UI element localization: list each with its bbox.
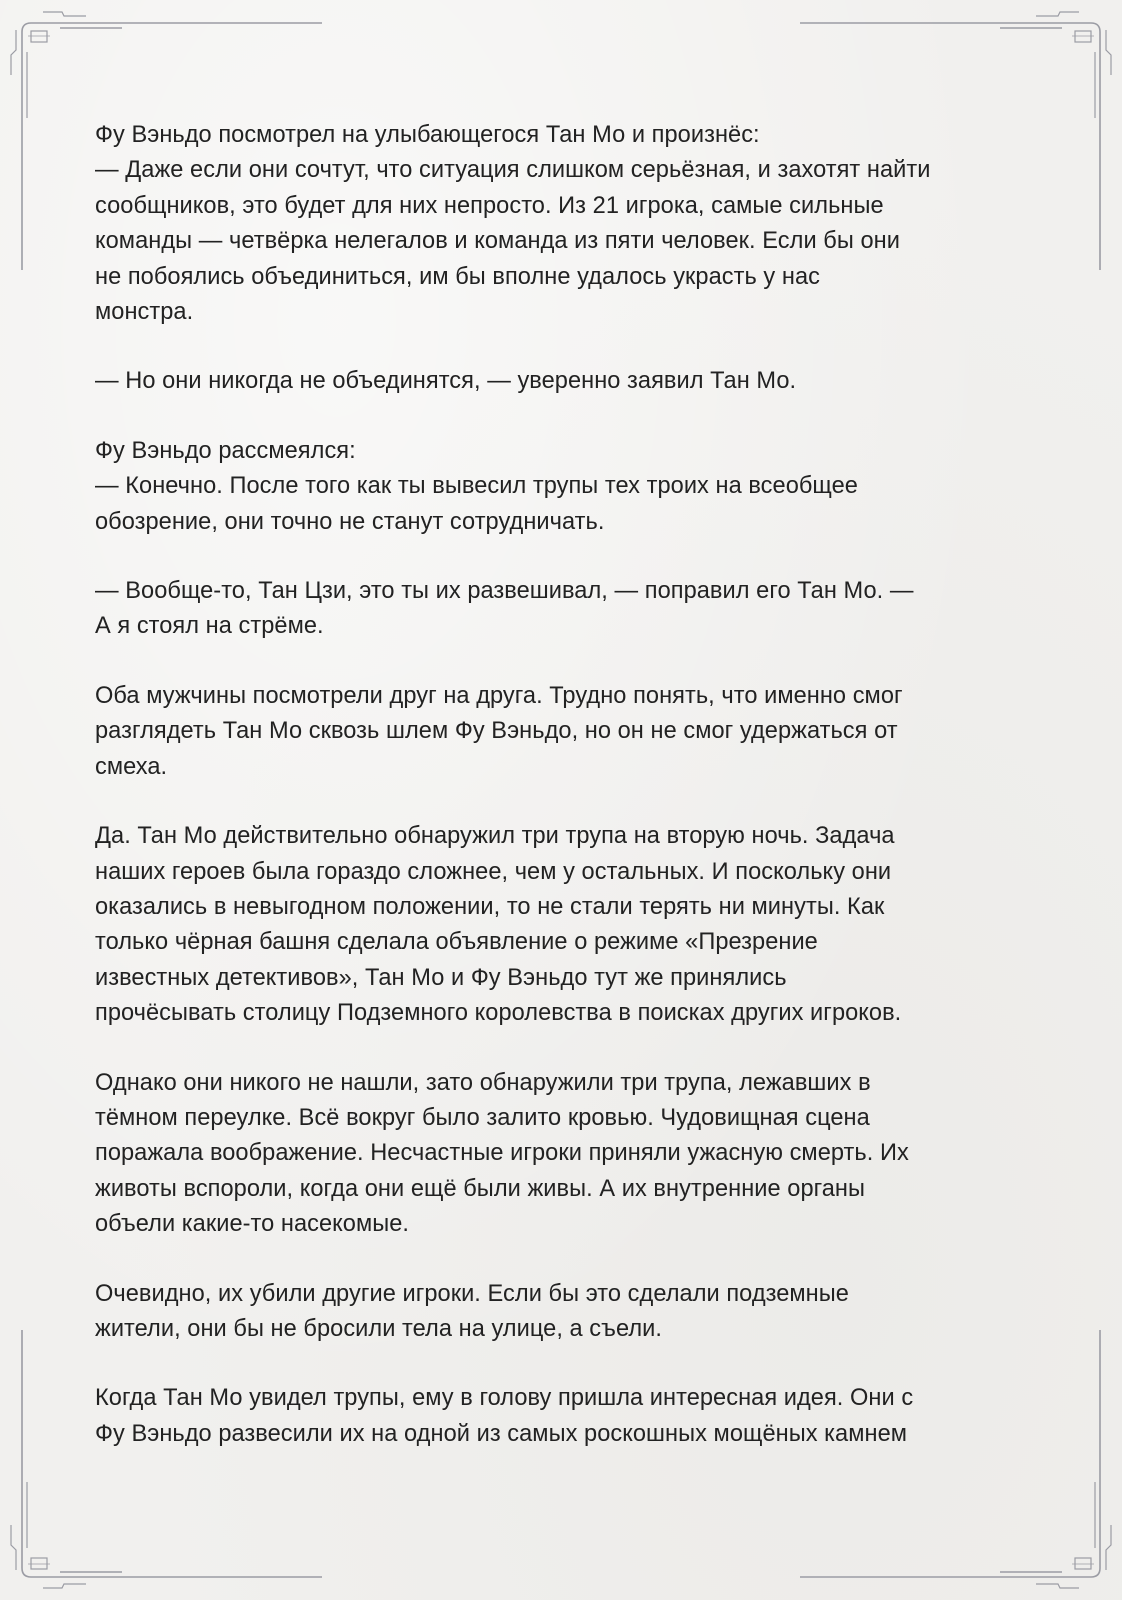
text-line: жители, они бы не бросили тела на улице, а съели. bbox=[95, 1315, 662, 1342]
paragraph bbox=[95, 574, 1025, 645]
text-line: — Но они никогда не объединятся, — уверенно заявил Тан Мо. bbox=[95, 368, 797, 395]
text-line: команды — четвёрка нелегалов и команда из пяти человек. Если бы они bbox=[95, 228, 900, 255]
text-line: тёмном переулке. Всё вокруг было залито кровью. Чудовищная сцена bbox=[95, 1104, 870, 1131]
paragraph bbox=[95, 364, 1025, 399]
text-line: не побоялись объединиться, им бы вполне удалось украсть у нас bbox=[95, 263, 820, 290]
paragraph bbox=[95, 1066, 1025, 1243]
text-line: только чёрная башня сделала объявление о режиме «Презрение bbox=[95, 929, 818, 956]
text-line: поражала воображение. Несчастные игроки приняли ужасную смерть. Их bbox=[95, 1140, 909, 1167]
text-line: животы вспороли, когда они ещё были живы. А их внутренние органы bbox=[95, 1175, 866, 1202]
document-body bbox=[95, 118, 1025, 1486]
paragraph bbox=[95, 819, 1025, 1031]
paragraph bbox=[95, 1277, 1025, 1348]
text-line: Фу Вэньдо рассмеялся: bbox=[95, 437, 356, 464]
text-line: разглядеть Тан Мо сквозь шлем Фу Вэньдо, но он не смог удержаться от bbox=[95, 718, 898, 745]
text-line: монстра. bbox=[95, 299, 194, 326]
text-line: Однако они никого не нашли, зато обнаружили три трупа, лежавших в bbox=[95, 1069, 871, 1096]
paragraph bbox=[95, 434, 1025, 540]
text-line: известных детективов», Тан Мо и Фу Вэньдо тут же принялись bbox=[95, 964, 787, 991]
paragraph bbox=[95, 118, 1025, 330]
text-line: А я стоял на стрёме. bbox=[95, 613, 324, 640]
text-line: объели какие-то насекомые. bbox=[95, 1211, 410, 1238]
text-line: сообщников, это будет для них непросто. Из 21 игрока, самые сильные bbox=[95, 192, 884, 219]
text-line: наших героев была гораздо сложнее, чем у остальных. И поскольку они bbox=[95, 858, 892, 885]
text-line: Оба мужчины посмотрели друг на друга. Трудно понять, что именно смог bbox=[95, 682, 903, 709]
text-line: Фу Вэньдо посмотрел на улыбающегося Тан Мо и произнёс: bbox=[95, 122, 760, 148]
text-line: смеха. bbox=[95, 753, 168, 780]
text-line: — Вообще-то, Тан Цзи, это ты их развешивал, — поправил его Тан Мо. — bbox=[95, 578, 914, 605]
text-line: — Конечно. После того как ты вывесил трупы тех троих на всеобщее bbox=[95, 473, 858, 500]
text-line: Когда Тан Мо увидел трупы, ему в голову пришла интересная идея. Они с bbox=[95, 1385, 914, 1412]
text-line: оказались в невыгодном положении, то не стали терять ни минуты. Как bbox=[95, 893, 885, 920]
text-line: Очевидно, их убили другие игроки. Если бы это сделали подземные bbox=[95, 1280, 849, 1307]
text-line: — Даже если они сочтут, что ситуация слишком серьёзная, и захотят найти bbox=[95, 157, 931, 184]
text-line: Да. Тан Мо действительно обнаружил три трупа на вторую ночь. Задача bbox=[95, 823, 895, 850]
text-line: прочёсывать столицу Подземного королевства в поисках других игроков. bbox=[95, 1000, 902, 1027]
paragraph bbox=[95, 679, 1025, 785]
text-line: обозрение, они точно не станут сотрудничать. bbox=[95, 508, 605, 535]
text-line: Фу Вэньдо развесили их на одной из самых роскошных мощёных камнем bbox=[95, 1420, 908, 1447]
paragraph bbox=[95, 1381, 1025, 1452]
